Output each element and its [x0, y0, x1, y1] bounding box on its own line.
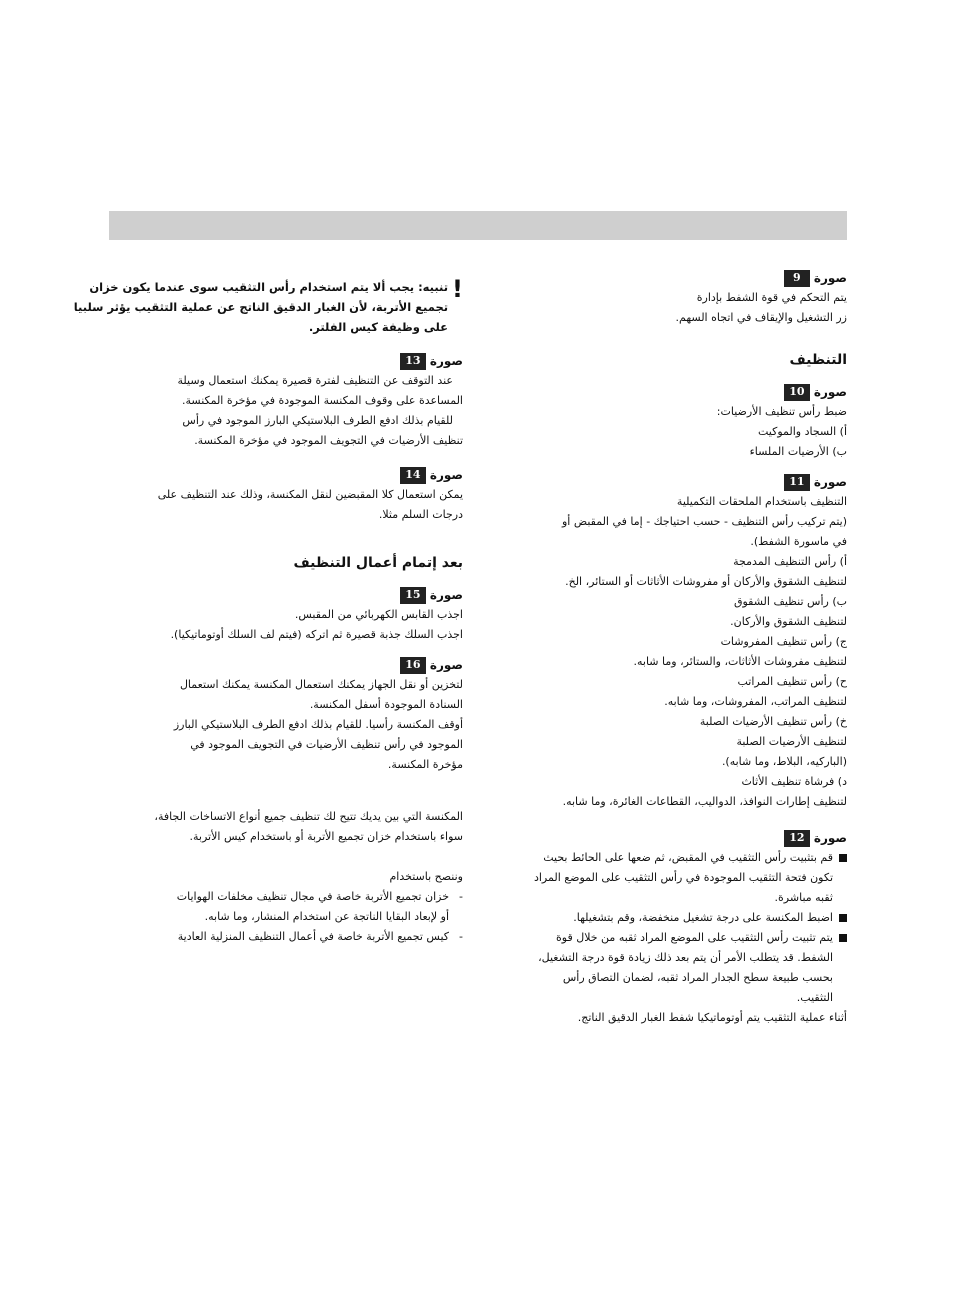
text-line: لتنظيف المراتب، المفروشات، وما شابه.	[664, 695, 847, 708]
right-column	[497, 268, 847, 1028]
text-line: للقيام بذلك ادفع الطرف البلاستيكي البارز الموجود في رأس	[182, 414, 453, 427]
text-line: الموجود في رأس تنظيف الأرضيات في التجويف الموجود في	[190, 738, 463, 751]
figure-number-badge: 16	[400, 657, 426, 674]
figure-16-label: صورة 16	[108, 655, 463, 675]
text-line: ب) الأرضيات الملساء	[749, 445, 847, 458]
dash-marker: -	[459, 890, 463, 903]
figure-number-badge: 15	[400, 587, 426, 604]
bullet-item	[497, 928, 847, 1008]
text-line: يتم التحكم في قوة الشفط بإدارة	[696, 291, 847, 304]
dash-item	[108, 887, 463, 927]
text-line: لتنظيف الشقوق والأركان أو مفروشات الأثاثات أو الستائر، الخ.	[565, 575, 847, 588]
exclamation-icon: !	[452, 275, 463, 303]
text-line: أو لإبعاد البقايا الناتجة عن استخدام المنشار، وما شابه.	[204, 910, 449, 923]
text-line: يمكن استعمال كلا المقبضين لنقل المكنسة، وذلك عند التنظيف على	[157, 488, 463, 501]
figure-number-badge: 12	[784, 830, 810, 847]
text-line: سواء باستخدام خزان تجميع الأتربة أو باستخدام كيس الأتربة.	[189, 830, 463, 843]
text-line: ج) رأس تنظيف المفروشات	[720, 635, 847, 648]
text-line: التثقيب.	[796, 991, 833, 1004]
text-line: ثقبه مباشرة.	[774, 891, 833, 904]
note-line: أثناء عملية التثقيب يتم أوتوماتيكيا شفط الغبار الدقيق الناتج.	[577, 1011, 847, 1024]
text-line: تجميع الأتربة، لأن الغبار الدقيق الناتج عن عملية التثقيب يؤثر سلبيا	[73, 300, 449, 314]
text-line: (يتم تركيب رأس التنظيف - حسب احتياجك - إما في المقبض أو	[561, 515, 847, 528]
section-heading-cleaning: التنظيف	[789, 352, 847, 368]
text-line: د) فرشاة تنظيف الأثاث	[741, 775, 847, 788]
text-line: ح) رأس تنظيف المراتب	[737, 675, 847, 688]
text-line: لتنظيف إطارات النوافذ، الدواليب، القطاعات الغائرة، وما شابه.	[562, 795, 847, 808]
text-line: الشفط. قد يتطلب الأمر أن يتم بعد ذلك زيادة قوة درجة التشغيل،	[538, 951, 833, 964]
text-line: على وظيفة كيس الفلتر.	[308, 320, 449, 334]
text-line: تكون فتحة التثقيب الموجودة في رأس التثقيب على الموضع المراد	[533, 871, 833, 884]
text-line: مؤخرة المكنسة.	[387, 758, 463, 771]
text-line: تنبيه: يجب ألا يتم استخدام رأس التثقيب سوى عندما يكون خزان	[89, 280, 449, 294]
text-line: ب) رأس تنظيف الشقوق	[733, 595, 847, 608]
text-line: قم بتثبيت رأس التثقيب في المقبض، ثم ضعها على الحائط بحيث	[543, 851, 833, 864]
figure-number-badge: 10	[784, 384, 810, 401]
text-line: درجات السلم مثلا.	[378, 508, 463, 521]
figure-number-badge: 9	[784, 270, 810, 287]
figure-9-label: صورة 9	[497, 268, 847, 288]
figure-11-label: صورة 11	[497, 472, 847, 492]
text-line: في ماسورة الشفط).	[750, 535, 847, 548]
figure-14-label: صورة 14	[108, 465, 463, 485]
text-line: خزان تجميع الأتربة خاصة في مجال تنظيف مخلفات الهوايات	[176, 890, 449, 903]
text-line: أوقف المكنسة رأسيا. للقيام بذلك ادفع الطرف البلاستيكي البارز	[173, 718, 463, 731]
figure-13-label: صورة 13	[108, 351, 463, 371]
text-line: كيس تجميع الأتربة خاصة في أعمال التنظيف المنزلية العادية	[177, 930, 449, 943]
section-heading-after-cleaning: بعد إتمام أعمال التنظيف	[293, 555, 463, 571]
text-line: أ) رأس التنظيف المدمجة	[733, 555, 847, 568]
text-line: ضبط رأس تنظيف الأرضيات:	[716, 405, 847, 418]
text-line: يتم تثبيت رأس التثقيب على الموضع المراد ثقبه من خلال قوة	[556, 931, 833, 944]
dash-item	[108, 927, 463, 947]
figure-number-badge: 11	[784, 474, 810, 491]
text-line: عند التوقف عن التنظيف لفترة قصيرة يمكنك استعمال وسيلة	[177, 374, 453, 387]
text-line: التنظيف باستخدام الملحقات التكميلية	[676, 495, 847, 508]
text-line: لتنظيف الشقوق والأركان.	[730, 615, 847, 628]
square-bullet-icon	[839, 934, 847, 942]
text-line: اضبط المكنسة على درجة تشغيل منخفضة، وقم بتشغيلها.	[573, 911, 833, 924]
text-line: لتنظيف مفروشات الأثاثات، والستائر، وما شابه.	[633, 655, 847, 668]
text-line: أ) السجاد والموكيت	[757, 425, 847, 438]
figure-number-badge: 13	[400, 353, 426, 370]
warning-note	[73, 275, 463, 337]
text-line: اجذب السلك جذبة قصيرة ثم اتركه (فيتم لف السلك أوتوماتيكيا).	[170, 628, 463, 641]
section-header-band	[109, 211, 847, 240]
square-bullet-icon	[839, 914, 847, 922]
figure-10-label: صورة 10	[497, 382, 847, 402]
text-line: وننصح باستخدام	[389, 870, 463, 883]
text-line: (الباركيه، البلاط، وما شابه).	[721, 755, 847, 768]
bullet-item	[497, 848, 847, 908]
text-line: السنادة الموجودة أسفل المكنسة.	[309, 698, 463, 711]
text-line: المكنسة التي بين يديك تتيح لك تنظيف جميع أنواع الاتساخات الجافة،	[154, 810, 463, 823]
text-line: لتنظيف الأرضيات الصلبة	[736, 735, 847, 748]
text-line: لتخزين أو نقل الجهاز يمكنك استعمال المكنسة يمكنك استعمال	[179, 678, 463, 691]
square-bullet-icon	[839, 854, 847, 862]
text-line: بحسب طبيعة سطح الجدار المراد ثقبه، لضمان التصاق رأس	[562, 971, 833, 984]
text-line: خ) رأس تنظيف الأرضيات الصلبة	[699, 715, 847, 728]
figure-number-badge: 14	[400, 467, 426, 484]
bullet-item	[497, 908, 847, 928]
figure-12-label: صورة 12	[497, 828, 847, 848]
text-line: زر التشغيل والإيقاف في اتجاه السهم.	[675, 311, 847, 324]
left-column	[73, 275, 463, 947]
text-line: اجذب القابس الكهربائي من المقبس.	[294, 608, 463, 621]
text-line: المساعدة على وقوف المكنسة الموجودة في مؤخرة المكنسة.	[181, 394, 463, 407]
dash-marker: -	[459, 930, 463, 943]
figure-15-label: صورة 15	[108, 585, 463, 605]
text-line: تنظيف الأرضيات في التجويف الموجود في مؤخرة المكنسة.	[194, 434, 463, 447]
